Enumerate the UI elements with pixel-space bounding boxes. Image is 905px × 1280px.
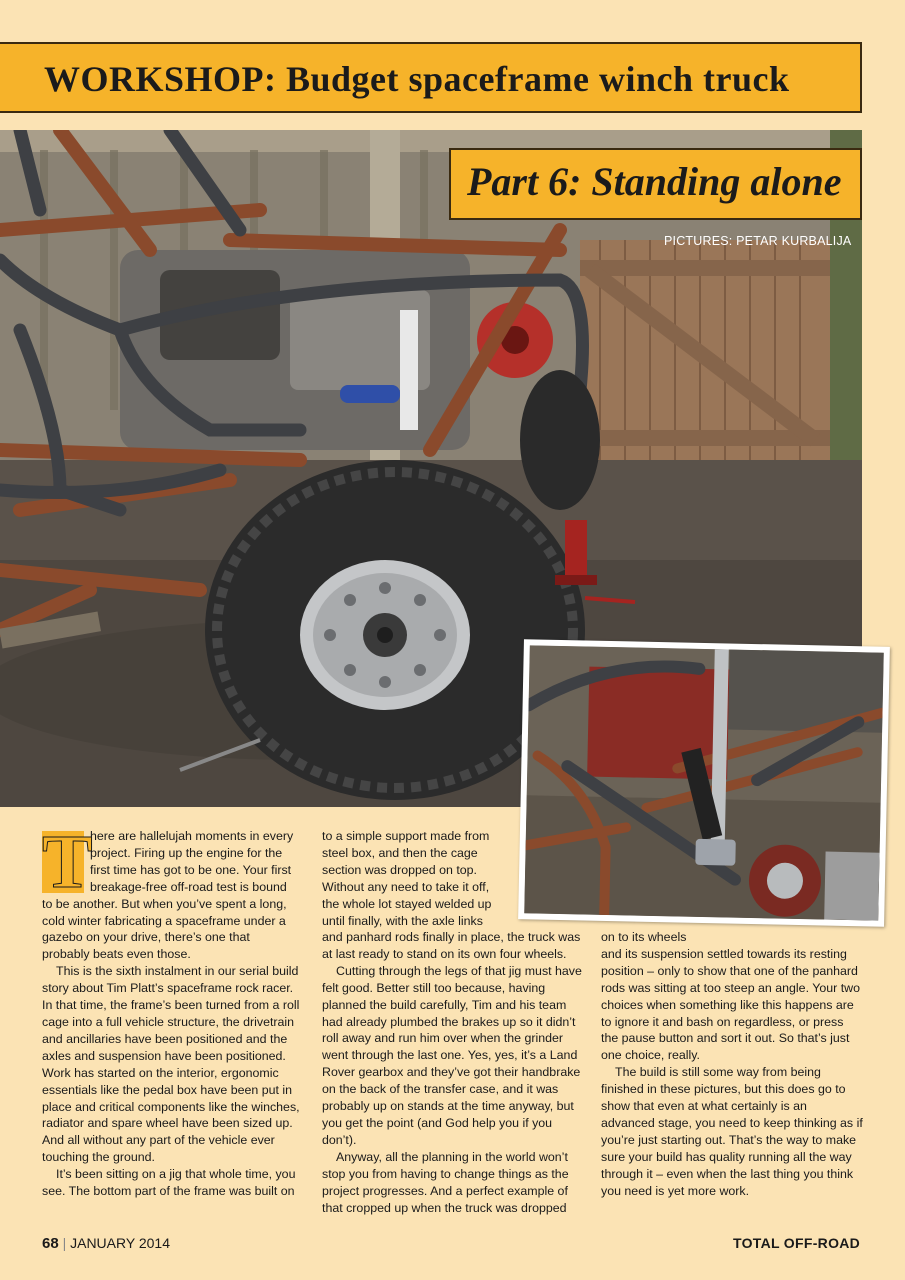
page-title: WORKSHOP: Budget spaceframe winch truck	[44, 59, 790, 99]
article-column-1	[42, 820, 300, 1200]
paragraph: This is the sixth instalment in our serial build story about Tim Platt’s spaceframe rock racer. In that time, the frame’s been turned from a roll cage into a full vehicle structure, the drivetrain and ancillaries have been positioned and the axles and suspension have been positioned. Work has started on the interior, ergonomic essentials like the pedal box have been put in place and critical components like the winches, radiator and spare wheel have been sized up. And all without any part of the vehicle ever touching the ground.	[42, 964, 300, 1165]
header-banner	[0, 42, 862, 113]
paragraph: on to its wheels	[601, 930, 687, 944]
inset-photo	[518, 639, 890, 927]
part-title-box	[449, 148, 862, 220]
suspension-detail-illustration	[524, 645, 884, 920]
paragraph: here are hallelujah moments in every project. Firing up the engine for the first time has got to be one. Your first breakage-free off-road test is bound to be another. But when you’ve spent a long, cold winter fabricating a spaceframe under a gazebo on your drive, there’s one that probably beats even those.	[42, 829, 294, 962]
drop-cap: T	[42, 820, 93, 904]
article-column-2-top	[322, 828, 502, 929]
photo-credit: PICTURES: PETAR KURBALIJA	[664, 234, 852, 248]
part-title: Part 6: Standing alone	[467, 159, 842, 204]
paragraph: It’s been sitting on a jig that whole time, you see. The bottom part of the frame was built on	[42, 1167, 296, 1199]
paragraph: The build is still some way from being finished in these pictures, but this does go to show that even at what certainly is an advanced stage, you need to keep thinking as if you’re just starting out. That’s the way to make sure your build has quality running all the way through it – even when the last thing you think you need is yet more work.	[601, 1065, 863, 1198]
paragraph: and panhard rods finally in place, the truck was at last ready to stand on its own four wheels.	[322, 930, 581, 961]
paragraph: Cutting through the legs of that jig must have felt good. Better still too because, having planned the build carefully, Tim and his team had already plumbed the brakes up so it didn’t roll away and run him over when the grinder went through the last one. Yes, yes, it’s a Land Rover gearbox and they’ve got their handbrake on the back of the transfer case, and it was probably up on stands at the time anyway, but you get the point (and God help you if you don’t).	[322, 963, 582, 1147]
issue-date: JANUARY 2014	[70, 1235, 170, 1251]
paragraph: to a simple support made from steel box, and then the cage section was dropped on top. Without any need to take it off, the whole lot stayed welded up until finally, with the axle links	[322, 829, 492, 928]
footer-separator: |	[62, 1235, 67, 1251]
article-column-3	[601, 929, 863, 1200]
page-number: 68	[42, 1235, 59, 1252]
article-column-2	[322, 929, 584, 1216]
paragraph: Anyway, all the planning in the world won’t stop you from having to change things as the project progresses. And a perfect example of that cropped up when the truck was dropped	[322, 1149, 569, 1215]
magazine-name: TOTAL OFF-ROAD	[733, 1235, 861, 1251]
paragraph: and its suspension settled towards its resting position – only to show that one of the panhard rods was sitting at too steep an angle. Your two choices when something like this happens are to ignore it and bash on regardless, or press the pause button and sort it out. So that’s just one choice, really.	[601, 946, 860, 1063]
footer-folio	[42, 1235, 170, 1252]
